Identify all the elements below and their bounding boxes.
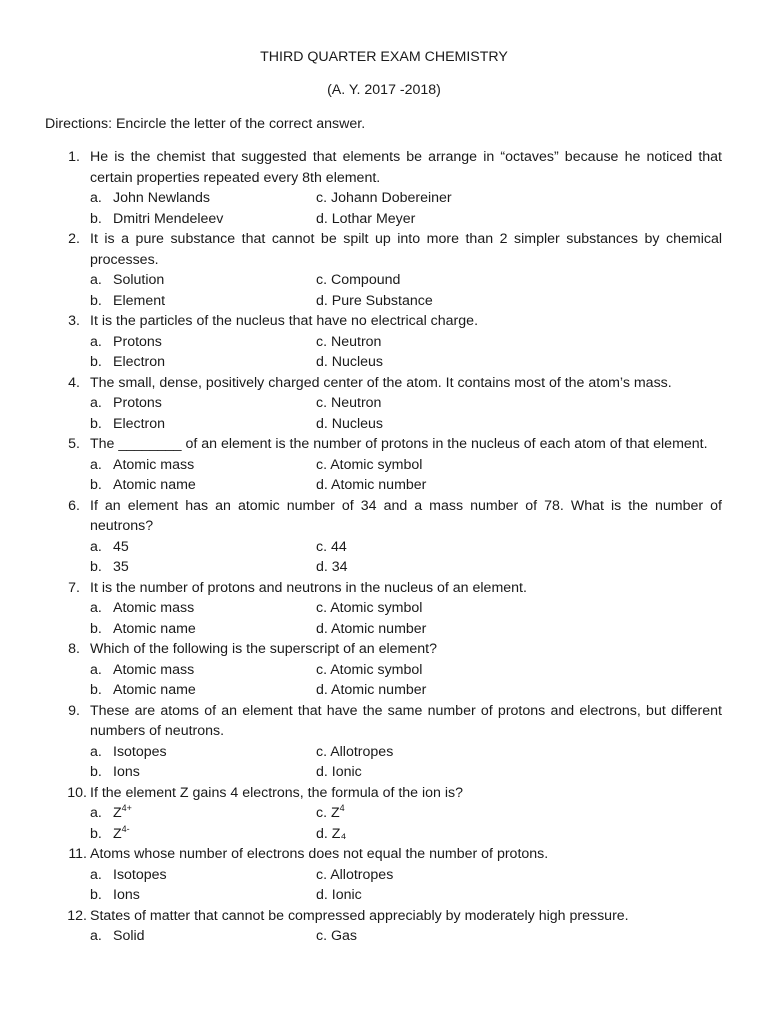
question-text: The ________ of an element is the number of protons in the nucleus of each atom of that element. <box>90 436 708 452</box>
question-9 <box>0 701 768 783</box>
question-list <box>0 147 768 947</box>
question-6 <box>0 496 768 578</box>
option-a[interactable]: a. Protons <box>90 395 162 411</box>
question-number: 5. <box>68 436 80 452</box>
question-11 <box>0 844 768 906</box>
option-b[interactable]: b. Ions <box>90 764 140 780</box>
option-b[interactable]: b. Electron <box>90 354 166 370</box>
option-d[interactable]: d. Atomic number <box>316 477 427 493</box>
option-c[interactable]: c. 44 <box>316 538 347 555</box>
option-b[interactable]: b. Atomic name <box>90 682 196 698</box>
question-number: 6. <box>68 497 80 514</box>
question-number: 2. <box>68 231 80 247</box>
option-a[interactable]: a. Solid <box>90 928 145 944</box>
option-a[interactable]: a. Atomic mass <box>90 456 195 473</box>
option-a[interactable]: a. Protons <box>90 333 162 350</box>
academic-year: (A. Y. 2017 -2018) <box>327 82 441 98</box>
option-c[interactable]: c. Johann Dobereiner <box>316 190 452 206</box>
question-text: Which of the following is the superscript of an element? <box>90 641 437 657</box>
option-d[interactable]: d. Lothar Meyer <box>316 210 416 227</box>
option-d[interactable]: d. Pure Substance <box>316 292 433 309</box>
question-number: 10. <box>67 784 87 801</box>
option-c[interactable]: c. Compound <box>316 272 401 288</box>
question-10 <box>0 783 768 845</box>
question-5 <box>0 434 768 496</box>
option-d[interactable]: d. Nucleus <box>316 354 384 370</box>
option-b[interactable]: b. Dmitri Mendeleev <box>90 210 224 227</box>
question-text: Atoms whose number of electrons does not equal the number of protons. <box>90 846 549 862</box>
option-a[interactable]: a. Atomic mass <box>90 661 195 678</box>
question-text: States of matter that cannot be compressed appreciably by moderately high pressure. <box>90 907 629 924</box>
option-c[interactable]: c. Neutron <box>316 395 382 411</box>
option-a[interactable]: a. Isotopes <box>90 743 167 760</box>
question-number: 12. <box>67 907 87 924</box>
option-a[interactable]: a. Atomic mass <box>90 600 195 616</box>
option-b[interactable]: b. Electron <box>90 415 166 432</box>
question-text: The small, dense, positively charged center of the atom. It contains most of the atom’s mass. <box>90 374 672 391</box>
option-a[interactable]: a. Isotopes <box>90 866 167 883</box>
question-text: If the element Z gains 4 electrons, the formula of the ion is? <box>90 784 464 801</box>
option-b[interactable]: b. $Z^{4-}$ <box>90 823 130 842</box>
option-d[interactable]: d. Ionic <box>316 764 362 780</box>
question-3 <box>0 311 768 373</box>
option-c[interactable]: c. Gas <box>316 928 357 944</box>
question-1 <box>0 147 768 229</box>
question-number: 4. <box>68 374 80 391</box>
option-a[interactable]: a. 45 <box>90 538 129 555</box>
question-number: 8. <box>68 641 80 657</box>
option-c[interactable]: c. Allotropes <box>316 743 394 760</box>
question-number: 3. <box>68 313 80 329</box>
option-b[interactable]: b. Ions <box>90 887 140 903</box>
option-d[interactable]: d. Ionic <box>316 887 362 903</box>
exam-title: THIRD QUARTER EXAM CHEMISTRY <box>260 49 508 65</box>
option-a[interactable]: a. Solution <box>90 272 165 288</box>
question-number: 1. <box>68 149 80 165</box>
option-b[interactable]: b. Atomic name <box>90 620 196 637</box>
option-b[interactable]: b. Atomic name <box>90 477 196 493</box>
question-4 <box>0 373 768 435</box>
question-number: 9. <box>68 702 80 719</box>
question-2 <box>0 229 768 311</box>
option-c[interactable]: c. Allotropes <box>316 866 394 883</box>
question-text: It is the number of protons and neutrons in the nucleus of an element. <box>90 579 527 596</box>
question-number: 7. <box>68 579 80 596</box>
question-text: It is the particles of the nucleus that have no electrical charge. <box>90 313 479 329</box>
question-text: It is a pure substance that cannot be spilt up into more than 2 simpler substances by chemical processes. <box>90 231 722 268</box>
option-c[interactable]: c. Atomic symbol <box>316 456 423 473</box>
question-7 <box>0 578 768 640</box>
directions: Directions: Encircle the letter of the correct answer. <box>45 116 366 132</box>
question-text: He is the chemist that suggested that elements be arrange in “octaves” because he noticed that certain properties repeated every 8th element. <box>90 149 722 186</box>
option-d[interactable]: d. Atomic number <box>316 682 427 698</box>
question-text: If an element has an atomic number of 34 and a mass number of 78. What is the number of neutrons? <box>90 497 722 534</box>
option-d[interactable]: d. Atomic number <box>316 620 427 637</box>
question-8 <box>0 639 768 701</box>
option-b[interactable]: b. 35 <box>90 559 129 575</box>
option-c[interactable]: c. Atomic symbol <box>316 661 423 678</box>
question-12 <box>0 906 768 947</box>
option-c[interactable]: c. $Z^4$ <box>316 803 345 821</box>
option-d[interactable]: d. Nucleus <box>316 415 384 432</box>
option-c[interactable]: c. Neutron <box>316 333 382 350</box>
question-text: These are atoms of an element that have the same number of protons and electrons, but different numbers of neutrons. <box>90 702 722 739</box>
option-c[interactable]: c. Atomic symbol <box>316 600 423 616</box>
option-a[interactable]: a. John Newlands <box>90 190 211 206</box>
option-b[interactable]: b. Element <box>90 292 166 309</box>
option-a[interactable]: a. $Z^{4+}$ <box>90 803 132 821</box>
option-d[interactable]: d. Z₄ <box>316 825 347 842</box>
question-number: 11. <box>68 846 87 862</box>
option-d[interactable]: d. 34 <box>316 559 348 575</box>
